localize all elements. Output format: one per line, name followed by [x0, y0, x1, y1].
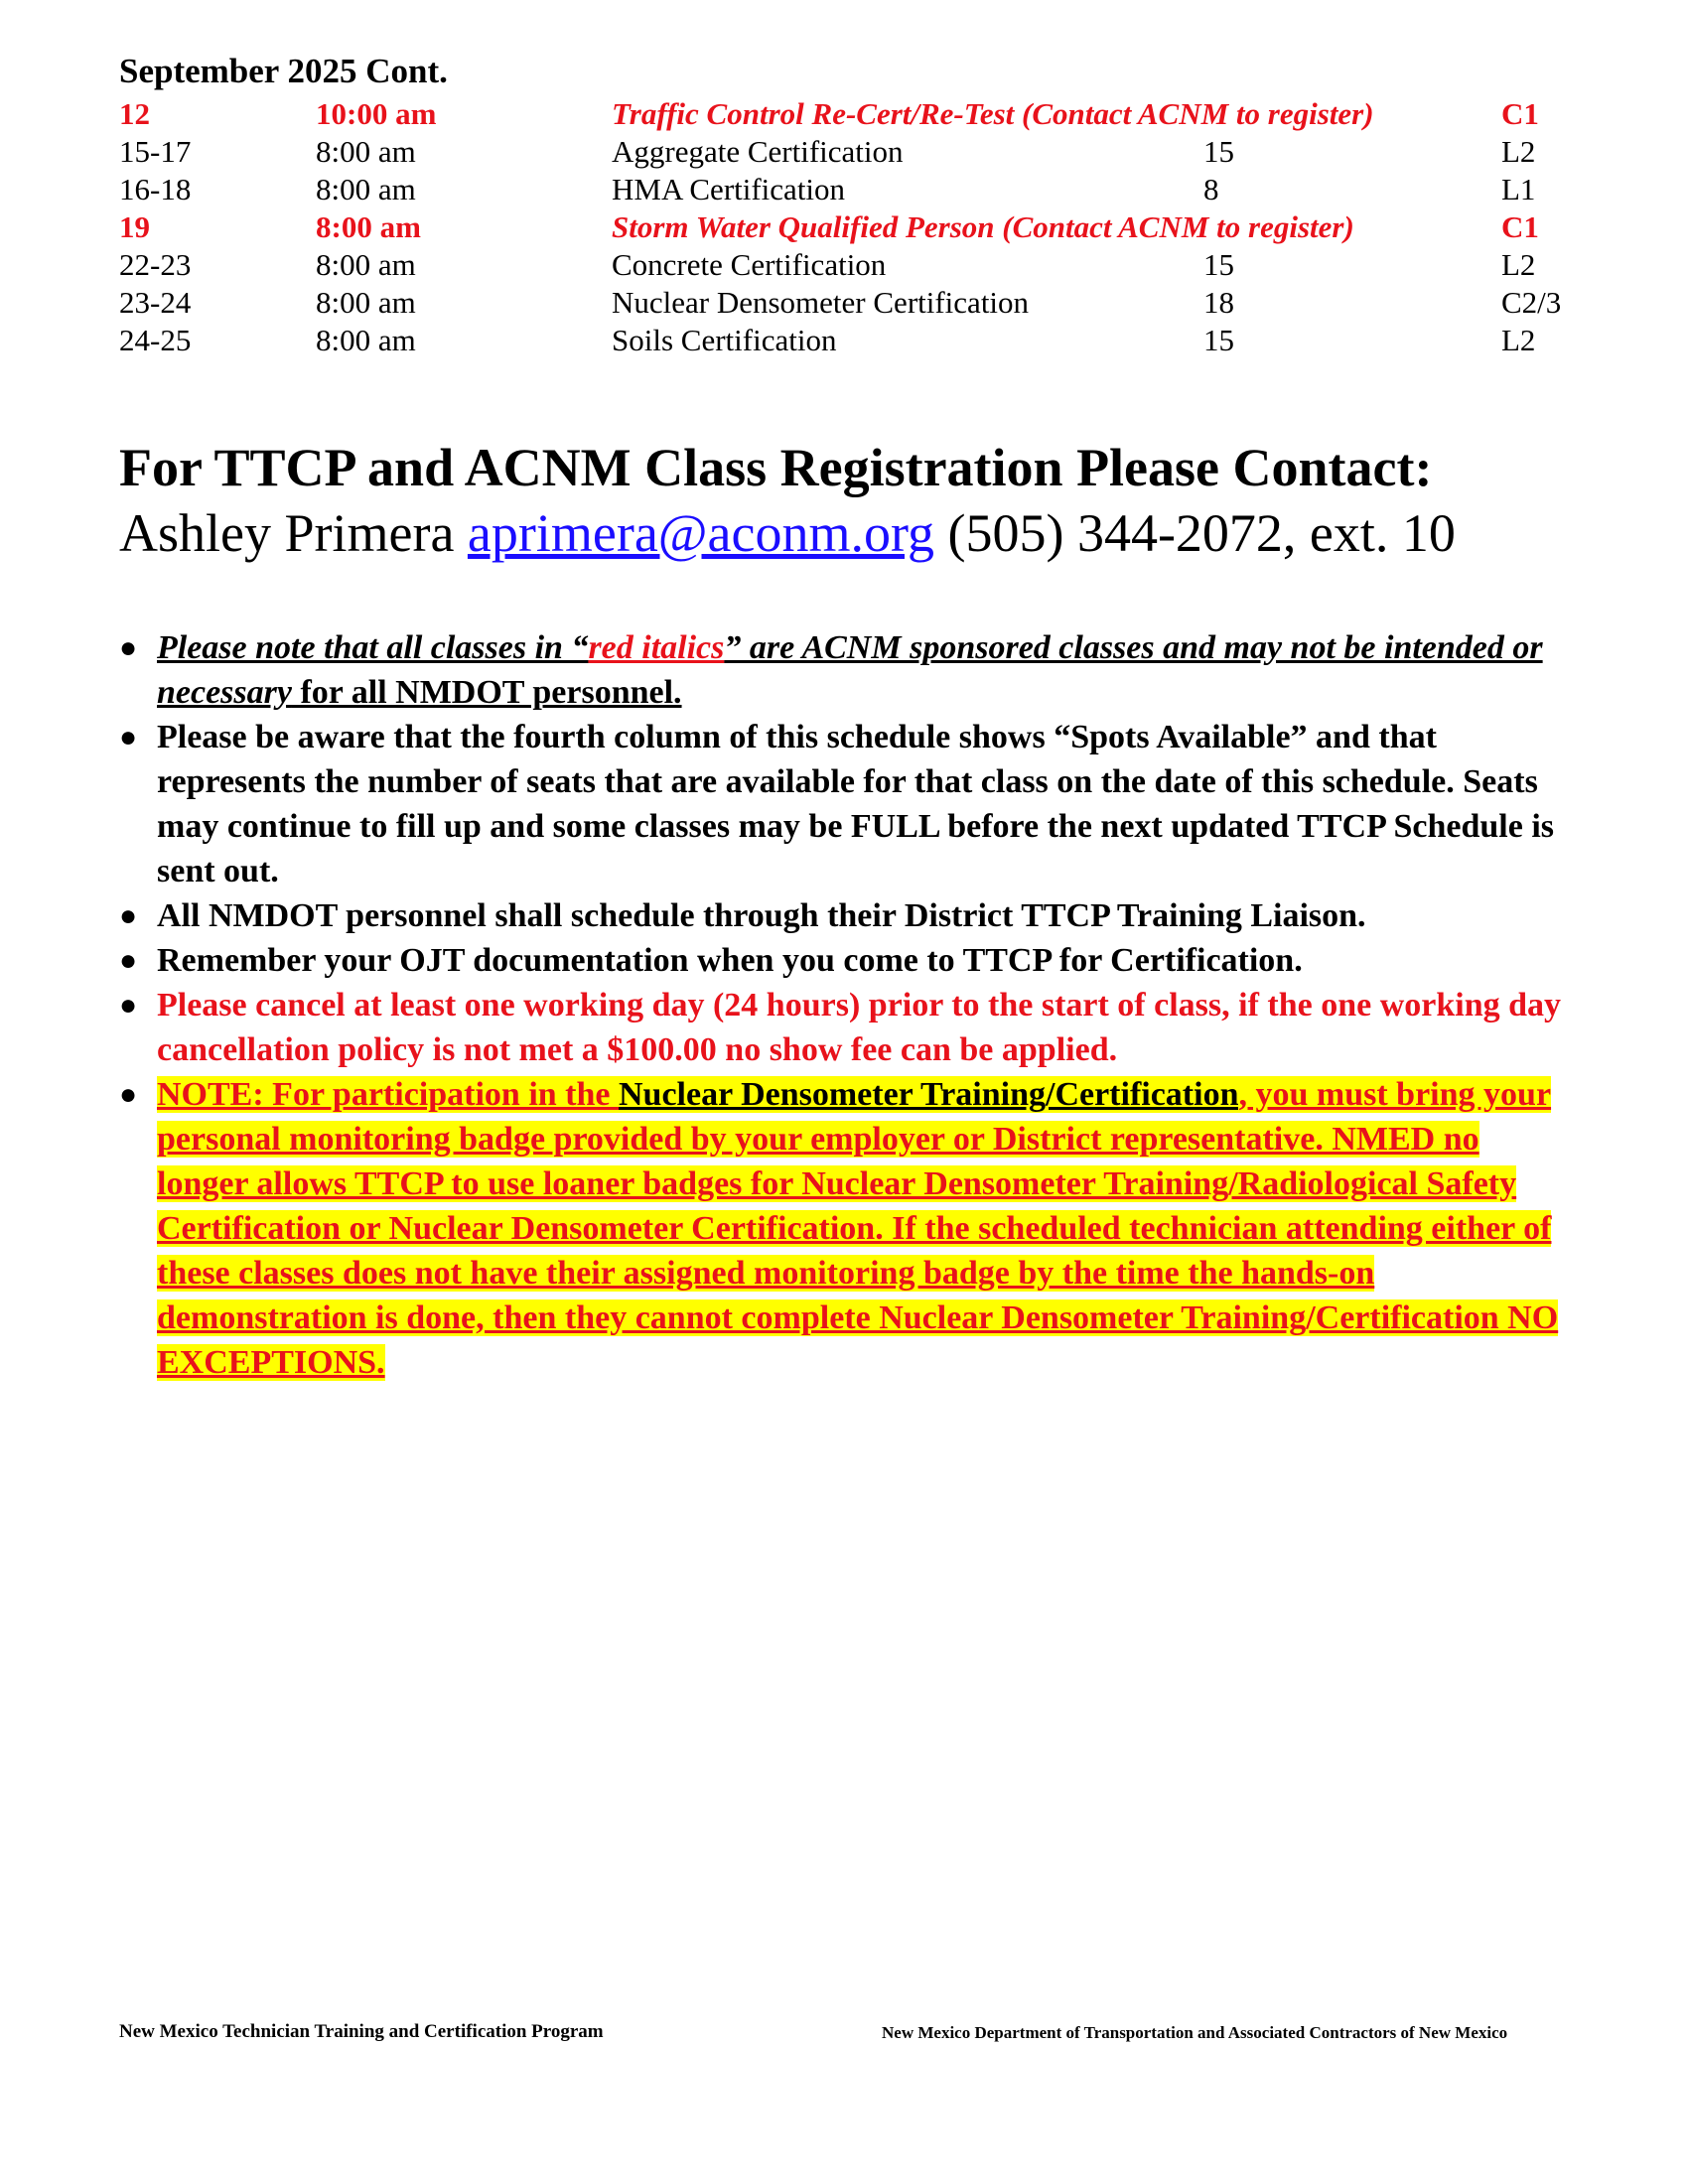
- schedule-location: L2: [1501, 323, 1536, 357]
- schedule-spots: 8: [1203, 172, 1219, 206]
- schedule-date: 22-23: [119, 247, 192, 282]
- schedule-class: Soils Certification: [612, 323, 837, 357]
- schedule-spots: 18: [1203, 285, 1234, 320]
- bullet-dot-icon: ●: [119, 1078, 138, 1111]
- schedule-location: C1: [1501, 96, 1539, 131]
- schedule-time: 8:00 am: [316, 172, 416, 206]
- schedule-date: 19: [119, 209, 150, 244]
- bullet-dot-icon: ●: [119, 944, 138, 977]
- schedule-row: [0, 246, 1688, 284]
- contact-heading: For TTCP and ACNM Class Registration Please Contact:: [119, 438, 1433, 497]
- schedule-date: 24-25: [119, 323, 192, 357]
- schedule-time: 8:00 am: [316, 134, 416, 169]
- schedule-location: L1: [1501, 172, 1536, 206]
- schedule-location: C2/3: [1501, 285, 1562, 320]
- schedule-row: [0, 171, 1688, 208]
- schedule-row: [0, 95, 1688, 133]
- schedule-spots: 15: [1203, 134, 1234, 169]
- bullet-dot-icon: ●: [119, 989, 138, 1022]
- schedule-time: 8:00 am: [316, 209, 421, 244]
- notes-list: [119, 625, 1579, 1385]
- schedule-time: 10:00 am: [316, 96, 437, 131]
- contact-name: Ashley Primera: [119, 503, 468, 563]
- schedule-class: Storm Water Qualified Person (Contact ACNM to register): [612, 209, 1354, 244]
- schedule-location: L2: [1501, 247, 1536, 282]
- schedule-class: Concrete Certification: [612, 247, 887, 282]
- schedule-date: 12: [119, 96, 150, 131]
- schedule-date: 16-18: [119, 172, 192, 206]
- contact-phone: (505) 344-2072, ext. 10: [933, 503, 1456, 563]
- schedule-title: September 2025 Cont.: [119, 52, 448, 90]
- schedule-class: HMA Certification: [612, 172, 846, 206]
- footer-right: New Mexico Department of Transportation and Associated Contractors of New Mexico: [882, 2023, 1508, 2042]
- schedule-class: Nuclear Densometer Certification: [612, 285, 1030, 320]
- footer-left: New Mexico Technician Training and Certification Program: [119, 2021, 604, 2042]
- note-spots-available: [119, 715, 1579, 893]
- note-text: Remember your OJT documentation when you come to TTCP for Certification.: [157, 942, 1303, 979]
- contact-email-link[interactable]: aprimera@aconm.org: [467, 503, 934, 563]
- schedule-date: 15-17: [119, 134, 192, 169]
- note-text: Please cancel at least one working day (24 hours) prior to the start of class, if the one working day cancellation policy is not met a $100.00 no show fee can be applied.: [157, 987, 1562, 1068]
- bullet-dot-icon: ●: [119, 899, 138, 932]
- schedule-row: [0, 133, 1688, 171]
- note-cancellation: [119, 983, 1579, 1072]
- note-text: ” are ACNM sponsored classes and may not be intended or necessary: [157, 629, 1543, 711]
- bullet-dot-icon: ●: [119, 631, 138, 664]
- note-text: , you must bring your personal monitoring badge provided by your employer or District representative. NMED no longer allows TTCP to use loaner badges for Nuclear Densometer Training/Radiological Safety Certification or Nuclear Densometer Certification. If the scheduled technician attending either of these classes does not have their assigned monitoring badge by the time the hands-on demonstration is done, then they cannot complete Nuclear Densometer Training/Certification NO EXCEPTIONS.: [157, 1076, 1559, 1381]
- schedule-row: [0, 284, 1688, 322]
- note-acnm-classes: [119, 625, 1579, 715]
- bullet-dot-icon: ●: [119, 721, 138, 753]
- note-text: NOTE: For participation in the: [157, 1076, 619, 1113]
- note-text: Please be aware that the fourth column of this schedule shows “Spots Available” and that represents the number of seats that are available for that class on the date of this schedule. Seats may continue to fill up and some classes may be FULL before the next updated TTCP Schedule is sent out.: [157, 719, 1555, 889]
- note-text: for all NMDOT personnel.: [291, 674, 682, 711]
- schedule-time: 8:00 am: [316, 323, 416, 357]
- schedule-class: Traffic Control Re-Cert/Re-Test (Contact ACNM to register): [612, 96, 1374, 131]
- schedule-date: 23-24: [119, 285, 192, 320]
- note-text: Please note that all classes in “: [157, 629, 589, 666]
- note-text-black: Nuclear Densometer Training/Certification: [619, 1076, 1239, 1113]
- note-ojt: [119, 938, 1579, 983]
- schedule-location: C1: [1501, 209, 1539, 244]
- note-red-italics: red italics: [588, 629, 725, 666]
- note-text: All NMDOT personnel shall schedule through their District TTCP Training Liaison.: [157, 897, 1366, 934]
- schedule-time: 8:00 am: [316, 247, 416, 282]
- contact-line: [119, 502, 1456, 564]
- note-liaison: [119, 893, 1579, 938]
- schedule-row: [0, 208, 1688, 246]
- schedule-class: Aggregate Certification: [612, 134, 904, 169]
- schedule-spots: 15: [1203, 247, 1234, 282]
- note-monitoring-badge: [119, 1072, 1579, 1385]
- schedule-time: 8:00 am: [316, 285, 416, 320]
- schedule-spots: 15: [1203, 323, 1234, 357]
- schedule-row: [0, 322, 1688, 359]
- schedule-location: L2: [1501, 134, 1536, 169]
